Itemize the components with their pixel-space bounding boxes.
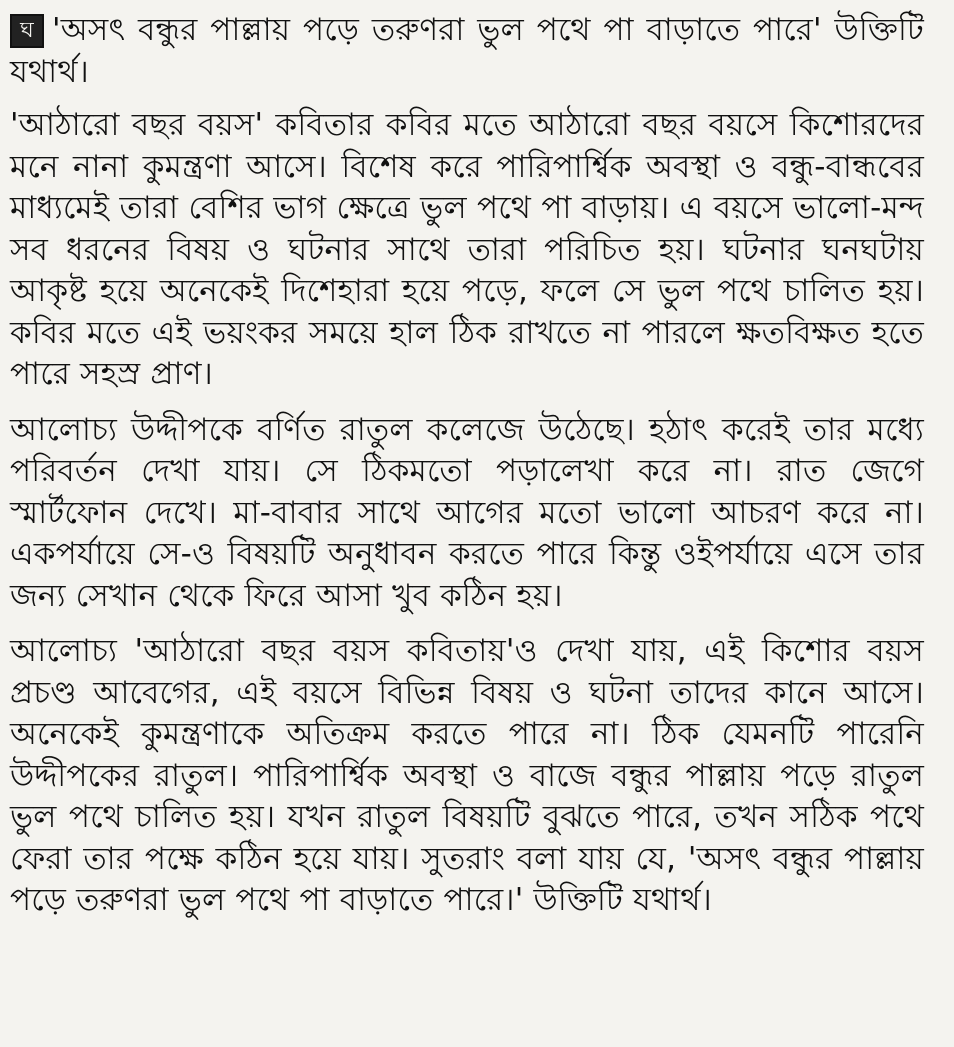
paragraph-stimulus-ratul: আলোচ্য উদ্দীপকে বর্ণিত রাতুল কলেজে উঠেছে। হঠাৎ করেই তার মধ্যে পরিবর্তন দেখা যায়। সে ঠিকমতো পড়ালেখা করে না। রাত জেগে স্মার্টফোন দেখে। মা-বাবার সাথে আগের মতো ভালো আচরণ করে না। একপর্যায়ে সে-ও বিষয়টি অনুধাবন করতে পারে কিন্তু ওইপর্যায়ে এসে তার জন্য সেখান থেকে ফিরে আসা খুব কঠিন হয়। xyxy=(10,411,924,614)
paragraph-conclusion: আলোচ্য 'আঠারো বছর বয়স কবিতায়'ও দেখা যায়, এই কিশোর বয়স প্রচণ্ড আবেগের, এই বয়সে বিভিন্ন বিষয় ও ঘটনা তাদের কানে আসে। অনেকেই কুমন্ত্রণাকে অতিক্রম করতে পারে না। ঠিক যেমনটি পারেনি উদ্দীপকের রাতুল। পারিপার্শ্বিক অবস্থা ও বাজে বন্ধুর পাল্লায় পড়ে রাতুল ভুল পথে চালিত হয়। যখন রাতুল বিষয়টি বুঝতে পারে, তখন সঠিক পথে ফেরা তার পক্ষে কঠিন হয়ে যায়। সুতরাং বলা যায় যে, 'অসৎ বন্ধুর পাল্লায় পড়ে তরুণরা ভুল পথে পা বাড়াতে পারে।' উক্তিটি যথার্থ। xyxy=(10,633,924,918)
statement-text: 'অসৎ বন্ধুর পাল্লায় পড়ে তরুণরা ভুল পথে পা বাড়াতে পারে' উক্তিটি যথার্থ। xyxy=(10,12,924,90)
question-marker: ঘ xyxy=(10,14,44,48)
paragraph-poem-explanation: 'আঠারো বছর বয়স' কবিতার কবির মতে আঠারো বছর বয়সে কিশোরদের মনে নানা কুমন্ত্রণা আসে। বিশেষ করে পারিপার্শ্বিক অবস্থা ও বন্ধু-বান্ধবের মাধ্যমেই তারা বেশির ভাগ ক্ষেত্রে ভুল পথে পা বাড়ায়। এ বয়সে ভালো-মন্দ সব ধরনের বিষয় ও ঘটনার সাথে তারা পরিচিত হয়। ঘটনার ঘনঘটায় আকৃষ্ট হয়ে অনেকেই দিশেহারা হয়ে পড়ে, ফলে সে ভুল পথে চালিত হয়। কবির মতে এই ভয়ংকর সময়ে হাল ঠিক রাখতে না পারলে ক্ষতবিক্ষত হতে পারে সহস্র প্রাণ। xyxy=(10,107,924,392)
answer-statement xyxy=(10,10,924,93)
